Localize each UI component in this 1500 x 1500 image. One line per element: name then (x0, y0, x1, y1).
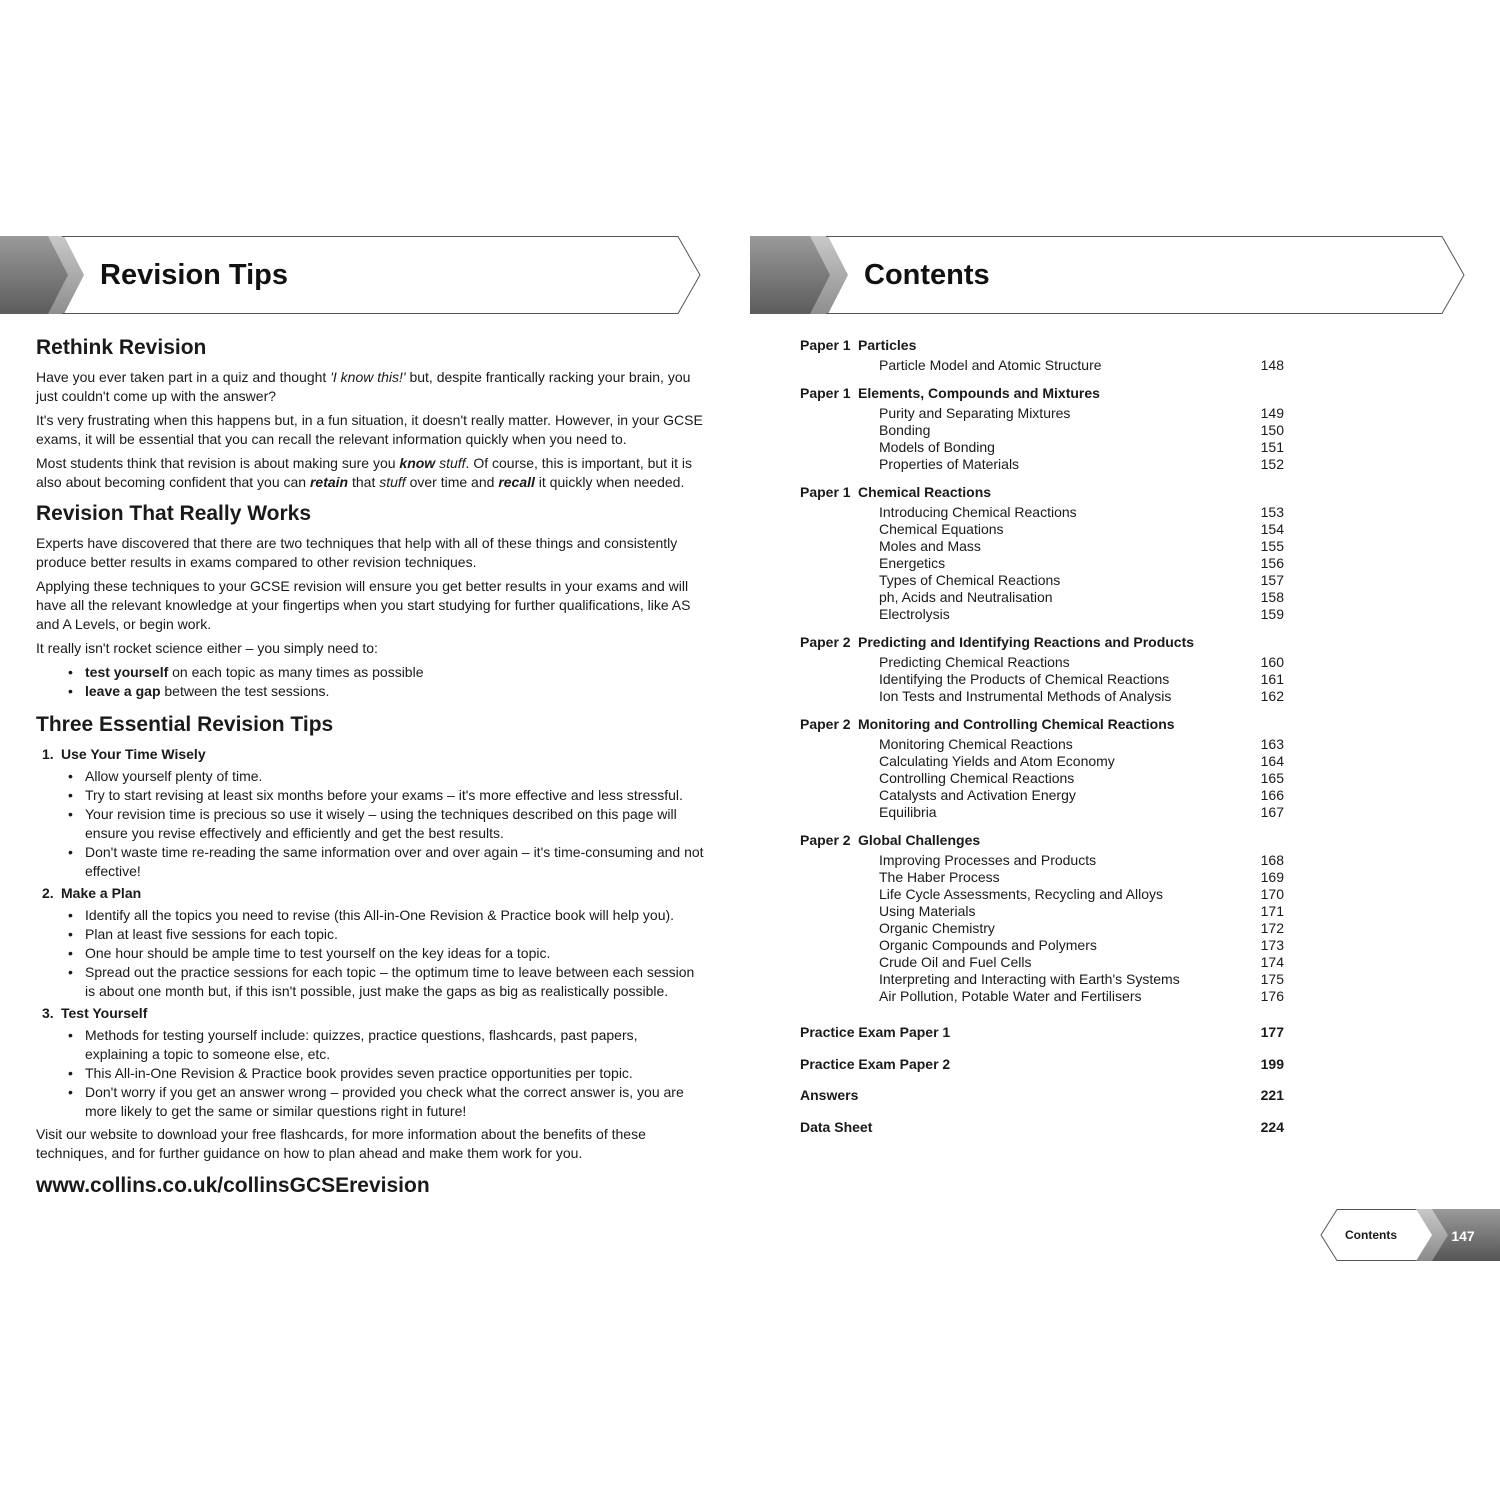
toc-extra-entry[interactable] (800, 1055, 1284, 1073)
toc-entry-title: Properties of Materials (879, 456, 1020, 472)
toc-entry-title: Interpreting and Interacting with Earth's Systems (879, 971, 1180, 987)
toc-entry-page: 173 (1260, 937, 1284, 953)
toc-entry-page: 163 (1260, 736, 1284, 752)
page-title: Contents (864, 259, 990, 291)
toc-entry-title: ph, Acids and Neutralisation (879, 589, 1053, 605)
toc-entry-page: 167 (1260, 804, 1284, 820)
section-heading: Three Essential Revision Tips (36, 713, 334, 736)
list-item: • Identify all the topics you need to revise (this All-in-One Revision & Practice book will help you). (85, 906, 704, 925)
toc-entry[interactable] (800, 504, 1284, 521)
toc-group-heading (800, 633, 1284, 651)
toc-entry-page: 159 (1260, 606, 1284, 622)
toc-entry-page: 221 (1260, 1087, 1284, 1103)
paragraph: Applying these techniques to your GCSE revision will ensure you get better results in your exams and will have all the relevant knowledge at your fingertips when you start studying for further qualifications, like AS and A Levels, or begin work. (36, 578, 691, 632)
toc-entry[interactable] (800, 572, 1284, 589)
toc-group-heading (800, 336, 1284, 354)
toc-entry-title: Improving Processes and Products (879, 852, 1097, 868)
website-link[interactable]: www.collins.co.uk/collinsGCSErevision (36, 1174, 430, 1197)
list-item: • Plan at least five sessions for each topic. (85, 925, 704, 944)
closing-paragraph: Visit our website to download your free flashcards, for more information about the benefits of these techniques, and for further guidance on how to plan ahead and make them work for you. (36, 1126, 646, 1161)
toc-entry-page: 172 (1260, 920, 1284, 936)
paragraph: Most students think that revision is about making sure you know stuff. Of course, this is important, but it is also about becoming confident that you can retain that stuff over time and recall it quickly when needed. (36, 455, 692, 490)
toc-group (800, 633, 1284, 705)
toc-entry-title: Air Pollution, Potable Water and Fertilisers (879, 988, 1142, 1004)
paragraph: Have you ever taken part in a quiz and thought 'I know this!' but, despite frantically racking your brain, you just couldn't come up with the answer? (36, 369, 691, 404)
toc-entry-page: 154 (1260, 521, 1284, 537)
toc-extra-entry[interactable] (800, 1118, 1284, 1136)
toc-entry-page: 199 (1260, 1055, 1284, 1072)
toc-entry[interactable] (800, 753, 1284, 770)
toc-entry[interactable] (800, 688, 1284, 705)
list-item: • Don't worry if you get an answer wrong – provided you check what the correct answer is, you are more likely to get the same or similar questions right in future! (85, 1083, 704, 1121)
toc-entry-page: 153 (1260, 504, 1284, 520)
toc-entry-title: Crude Oil and Fuel Cells (879, 954, 1032, 970)
toc-entry[interactable] (800, 886, 1284, 903)
contents-banner (750, 236, 1466, 314)
table-of-contents (800, 336, 1284, 1149)
list-item: • Don't waste time re-reading the same information over and over again – it's time-consuming and not effective! (85, 843, 704, 881)
toc-paper-label: Paper 2 (800, 832, 851, 848)
toc-entry-title: Purity and Separating Mixtures (879, 405, 1071, 421)
toc-entry-page: 155 (1260, 538, 1284, 554)
toc-entry[interactable] (800, 439, 1284, 456)
toc-group (800, 384, 1284, 473)
toc-group (800, 831, 1284, 1005)
page-title: Revision Tips (100, 259, 289, 291)
toc-entry-title: Answers (800, 1087, 859, 1103)
list-item: • Spread out the practice sessions for each topic – the optimum time to leave between each session is about one month but, if this isn't possible, just make the gaps as big as realistically possible. (85, 963, 704, 1001)
list-item: • This All-in-One Revision & Practice book provides seven practice opportunities per topic. (85, 1064, 704, 1083)
list-item: • Try to start revising at least six months before your exams – it's more effective and less stressful. (85, 786, 704, 805)
toc-entry-page: 164 (1260, 753, 1284, 769)
list-item: • Methods for testing yourself include: quizzes, practice questions, flashcards, past papers, explaining a topic to someone else, etc. (85, 1026, 704, 1064)
toc-group-heading (800, 483, 1284, 501)
toc-entry-page: 170 (1260, 886, 1284, 902)
toc-entry[interactable] (800, 736, 1284, 753)
toc-entry-title: Organic Compounds and Polymers (879, 937, 1097, 953)
toc-entry[interactable] (800, 920, 1284, 937)
toc-entry[interactable] (800, 804, 1284, 821)
toc-entry-page: 177 (1260, 1024, 1284, 1040)
toc-entry[interactable] (800, 521, 1284, 538)
toc-entry-page: 148 (1260, 357, 1284, 373)
paragraph: It's very frustrating when this happens but, in a fun situation, it doesn't really matter. However, in your GCSE exams, it will be essential that you can recall the relevant information quickly when you need to. (36, 412, 703, 447)
toc-entry-title: Identifying the Products of Chemical Reactions (879, 671, 1170, 687)
toc-entry-page: 160 (1260, 654, 1284, 670)
toc-entry-title: Life Cycle Assessments, Recycling and Alloys (879, 886, 1164, 902)
toc-paper-label: Paper 2 (800, 634, 851, 650)
toc-group-title: Chemical Reactions (858, 484, 992, 500)
footer-section-label: Contents (1345, 1228, 1397, 1242)
toc-spacer (800, 1015, 1284, 1023)
paragraph: It really isn't rocket science either – you simply need to: (36, 640, 378, 656)
toc-entry-page: 169 (1260, 869, 1284, 885)
toc-entry-title: Using Materials (879, 903, 976, 919)
toc-entry[interactable] (800, 405, 1284, 422)
toc-entry[interactable] (800, 770, 1284, 787)
toc-entry-title: Controlling Chemical Reactions (879, 770, 1075, 786)
toc-entry[interactable] (800, 937, 1284, 954)
toc-entry-title: Ion Tests and Instrumental Methods of Analysis (879, 688, 1172, 704)
toc-entry[interactable] (800, 538, 1284, 555)
toc-group-heading (800, 715, 1284, 733)
toc-group-title: Global Challenges (858, 832, 981, 848)
bullet-list (36, 767, 704, 881)
section-rethink-revision (36, 334, 704, 492)
toc-entry-page: 149 (1260, 405, 1284, 421)
toc-entry-title: Energetics (879, 555, 946, 571)
toc-entry-page: 224 (1260, 1118, 1284, 1135)
list-item: • leave a gap between the test sessions. (85, 682, 704, 701)
toc-extra-entry[interactable] (800, 1023, 1284, 1041)
toc-extra-entry[interactable] (800, 1086, 1284, 1104)
toc-entry[interactable] (800, 606, 1284, 623)
toc-entry[interactable] (800, 787, 1284, 804)
toc-entry-title: The Haber Process (879, 869, 1000, 885)
bullet-list (36, 663, 704, 701)
footer-page-tab (1320, 1209, 1500, 1261)
section-essential-tips (36, 711, 704, 1200)
toc-entry-page: 151 (1260, 439, 1284, 455)
toc-group-title: Particles (858, 337, 917, 353)
toc-paper-label: Paper 2 (800, 716, 851, 732)
toc-entry[interactable] (800, 671, 1284, 688)
toc-entry[interactable] (800, 903, 1284, 920)
toc-entry[interactable] (800, 654, 1284, 671)
toc-entry-page: 168 (1260, 852, 1284, 868)
bullet-list (36, 1026, 704, 1121)
toc-entry-page: 150 (1260, 422, 1284, 438)
toc-group-title: Predicting and Identifying Reactions and Products (858, 634, 1195, 650)
bullet-list (36, 906, 704, 1001)
toc-entry-page: 152 (1260, 456, 1284, 472)
list-item: • Allow yourself plenty of time. (85, 767, 704, 786)
toc-entry-title: Practice Exam Paper 1 (800, 1024, 951, 1040)
list-item: • test yourself on each topic as many times as possible (85, 663, 704, 682)
toc-group (800, 336, 1284, 374)
toc-group-title: Elements, Compounds and Mixtures (858, 385, 1100, 401)
toc-entry[interactable] (800, 971, 1284, 988)
section-heading: Revision That Really Works (36, 502, 312, 525)
section-revision-that-works (36, 500, 704, 701)
toc-group-heading (800, 831, 1284, 849)
toc-entry-title: Introducing Chemical Reactions (879, 504, 1077, 520)
revision-tips-content (36, 334, 704, 1208)
page-number: 147 (1451, 1228, 1475, 1244)
toc-entry-title: Electrolysis (879, 606, 950, 622)
toc-entry[interactable] (800, 852, 1284, 869)
toc-group (800, 483, 1284, 623)
toc-entry-page: 166 (1260, 787, 1284, 803)
revision-tips-banner (0, 236, 702, 314)
toc-entry[interactable] (800, 869, 1284, 886)
toc-entry-page: 176 (1260, 988, 1284, 1004)
toc-paper-label: Paper 1 (800, 385, 851, 401)
banner-arrow-shape (750, 236, 1466, 314)
toc-entry-page: 161 (1260, 671, 1284, 687)
toc-entry-page: 157 (1260, 572, 1284, 588)
section-heading: Rethink Revision (36, 336, 207, 359)
toc-entry-page: 171 (1260, 903, 1284, 919)
toc-entry[interactable] (800, 357, 1284, 374)
toc-entry[interactable] (800, 589, 1284, 606)
toc-entry-title: Monitoring Chemical Reactions (879, 736, 1073, 752)
toc-entry-page: 158 (1260, 589, 1284, 605)
toc-entry-title: Chemical Equations (879, 521, 1004, 537)
toc-entry[interactable] (800, 555, 1284, 572)
list-item: • One hour should be ample time to test yourself on the key ideas for a topic. (85, 944, 704, 963)
tip-heading: 2. Make a Plan (42, 885, 142, 901)
toc-entry-title: Practice Exam Paper 2 (800, 1055, 951, 1072)
toc-paper-label: Paper 1 (800, 337, 851, 353)
tip-heading: 3. Test Yourself (42, 1005, 148, 1021)
tip-heading: 1. Use Your Time Wisely (42, 746, 206, 762)
toc-entry[interactable] (800, 988, 1284, 1005)
toc-entry-title: Data Sheet (800, 1118, 873, 1135)
toc-entry-title: Catalysts and Activation Energy (879, 787, 1076, 803)
toc-entry-page: 162 (1260, 688, 1284, 704)
toc-entry-title: Predicting Chemical Reactions (879, 654, 1070, 670)
toc-entry[interactable] (800, 456, 1284, 473)
toc-entry-title: Types of Chemical Reactions (879, 572, 1061, 588)
paragraph: Experts have discovered that there are two techniques that help with all of these things and consistently produce better results in exams compared to other revision techniques. (36, 535, 678, 570)
toc-entry-title: Equilibria (879, 804, 937, 820)
toc-entry[interactable] (800, 422, 1284, 439)
toc-entry-title: Organic Chemistry (879, 920, 995, 936)
toc-entry-page: 174 (1260, 954, 1284, 970)
toc-group-title: Monitoring and Controlling Chemical Reactions (858, 716, 1175, 732)
toc-entry-title: Particle Model and Atomic Structure (879, 357, 1102, 373)
toc-entry-title: Moles and Mass (879, 538, 981, 554)
toc-entry-title: Calculating Yields and Atom Economy (879, 753, 1115, 769)
toc-entry-title: Models of Bonding (879, 439, 995, 455)
toc-group (800, 715, 1284, 821)
toc-entry-page: 156 (1260, 555, 1284, 571)
list-item: • Your revision time is precious so use it wisely – using the techniques described on this page will ensure you revise effectively and efficiently and get the best results. (85, 805, 704, 843)
toc-entry-page: 165 (1260, 770, 1284, 786)
toc-paper-label: Paper 1 (800, 484, 851, 500)
toc-entry-title: Bonding (879, 422, 931, 438)
toc-entry[interactable] (800, 954, 1284, 971)
toc-group-heading (800, 384, 1284, 402)
toc-entry-page: 175 (1260, 971, 1284, 987)
